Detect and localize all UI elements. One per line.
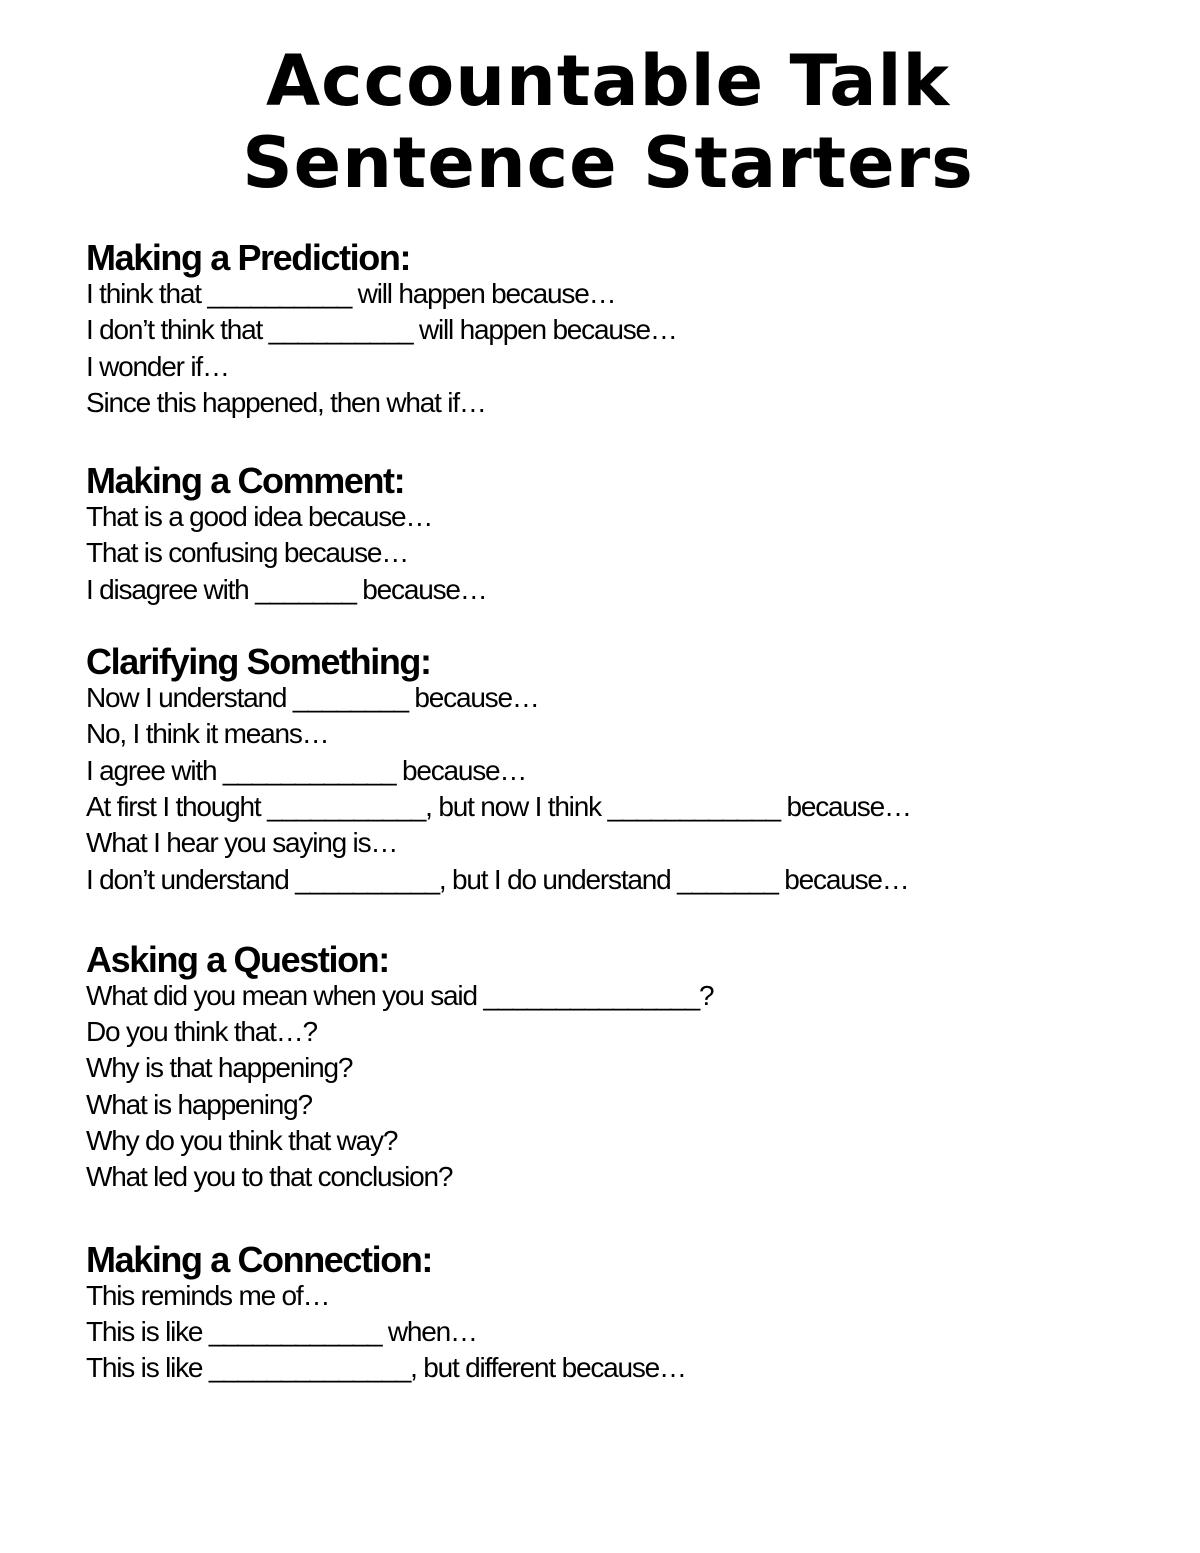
- section-heading: Asking a Question:: [86, 938, 389, 980]
- sentence-starter: No, I think it means…: [86, 718, 329, 750]
- sentence-starter: What led you to that conclusion?: [86, 1161, 453, 1193]
- sentence-starter: I agree with ____________ because…: [86, 754, 527, 786]
- sentence-starter: That is a good idea because…: [86, 501, 433, 533]
- sentence-starter: Since this happened, then what if…: [86, 386, 486, 418]
- content-body: [86, 236, 1146, 1425]
- sentence-starter: This is like ____________ when…: [86, 1315, 477, 1347]
- sentence-starter: I don’t think that __________ will happen because…: [86, 314, 677, 346]
- sentence-starter: What did you mean when you said _______________?: [86, 979, 714, 1011]
- section-making-a-prediction: [86, 236, 1146, 421]
- sentence-starter: I disagree with _______ because…: [86, 573, 487, 605]
- sentence-starter: I think that __________ will happen because…: [86, 278, 616, 309]
- sentence-starter: This is like ______________, but different because…: [86, 1352, 686, 1384]
- sentence-starter: What is happening?: [86, 1088, 312, 1120]
- sentence-starter: Why is that happening?: [86, 1052, 353, 1084]
- sentence-starter: At first I thought ___________, but now I think ____________ because…: [86, 790, 911, 822]
- section-heading: Clarifying Something:: [86, 641, 431, 683]
- page-title: [0, 40, 1200, 204]
- section-heading: Making a Prediction:: [86, 237, 411, 278]
- section-making-a-comment: [86, 459, 1146, 608]
- sentence-starter: Do you think that…?: [86, 1016, 317, 1048]
- sentence-starter: What I hear you saying is…: [86, 827, 398, 859]
- title-line-2: Sentence Starters: [242, 122, 974, 204]
- title-line-1: Accountable Talk: [265, 40, 951, 122]
- sentence-starter: This reminds me of…: [86, 1279, 330, 1311]
- sentence-starter: Why do you think that way?: [86, 1125, 398, 1157]
- section-clarifying-something: [86, 640, 1146, 898]
- sentence-starter: I wonder if…: [86, 350, 229, 382]
- section-asking-a-question: [86, 938, 1146, 1196]
- section-heading: Making a Connection:: [86, 1238, 433, 1280]
- sentence-starter: Now I understand ________ because…: [86, 682, 539, 714]
- sentence-starter: That is confusing because…: [86, 537, 409, 569]
- sentence-starter: I don’t understand __________, but I do understand _______ because…: [86, 863, 909, 895]
- section-heading: Making a Comment:: [86, 460, 405, 502]
- section-making-a-connection: [86, 1238, 1146, 1387]
